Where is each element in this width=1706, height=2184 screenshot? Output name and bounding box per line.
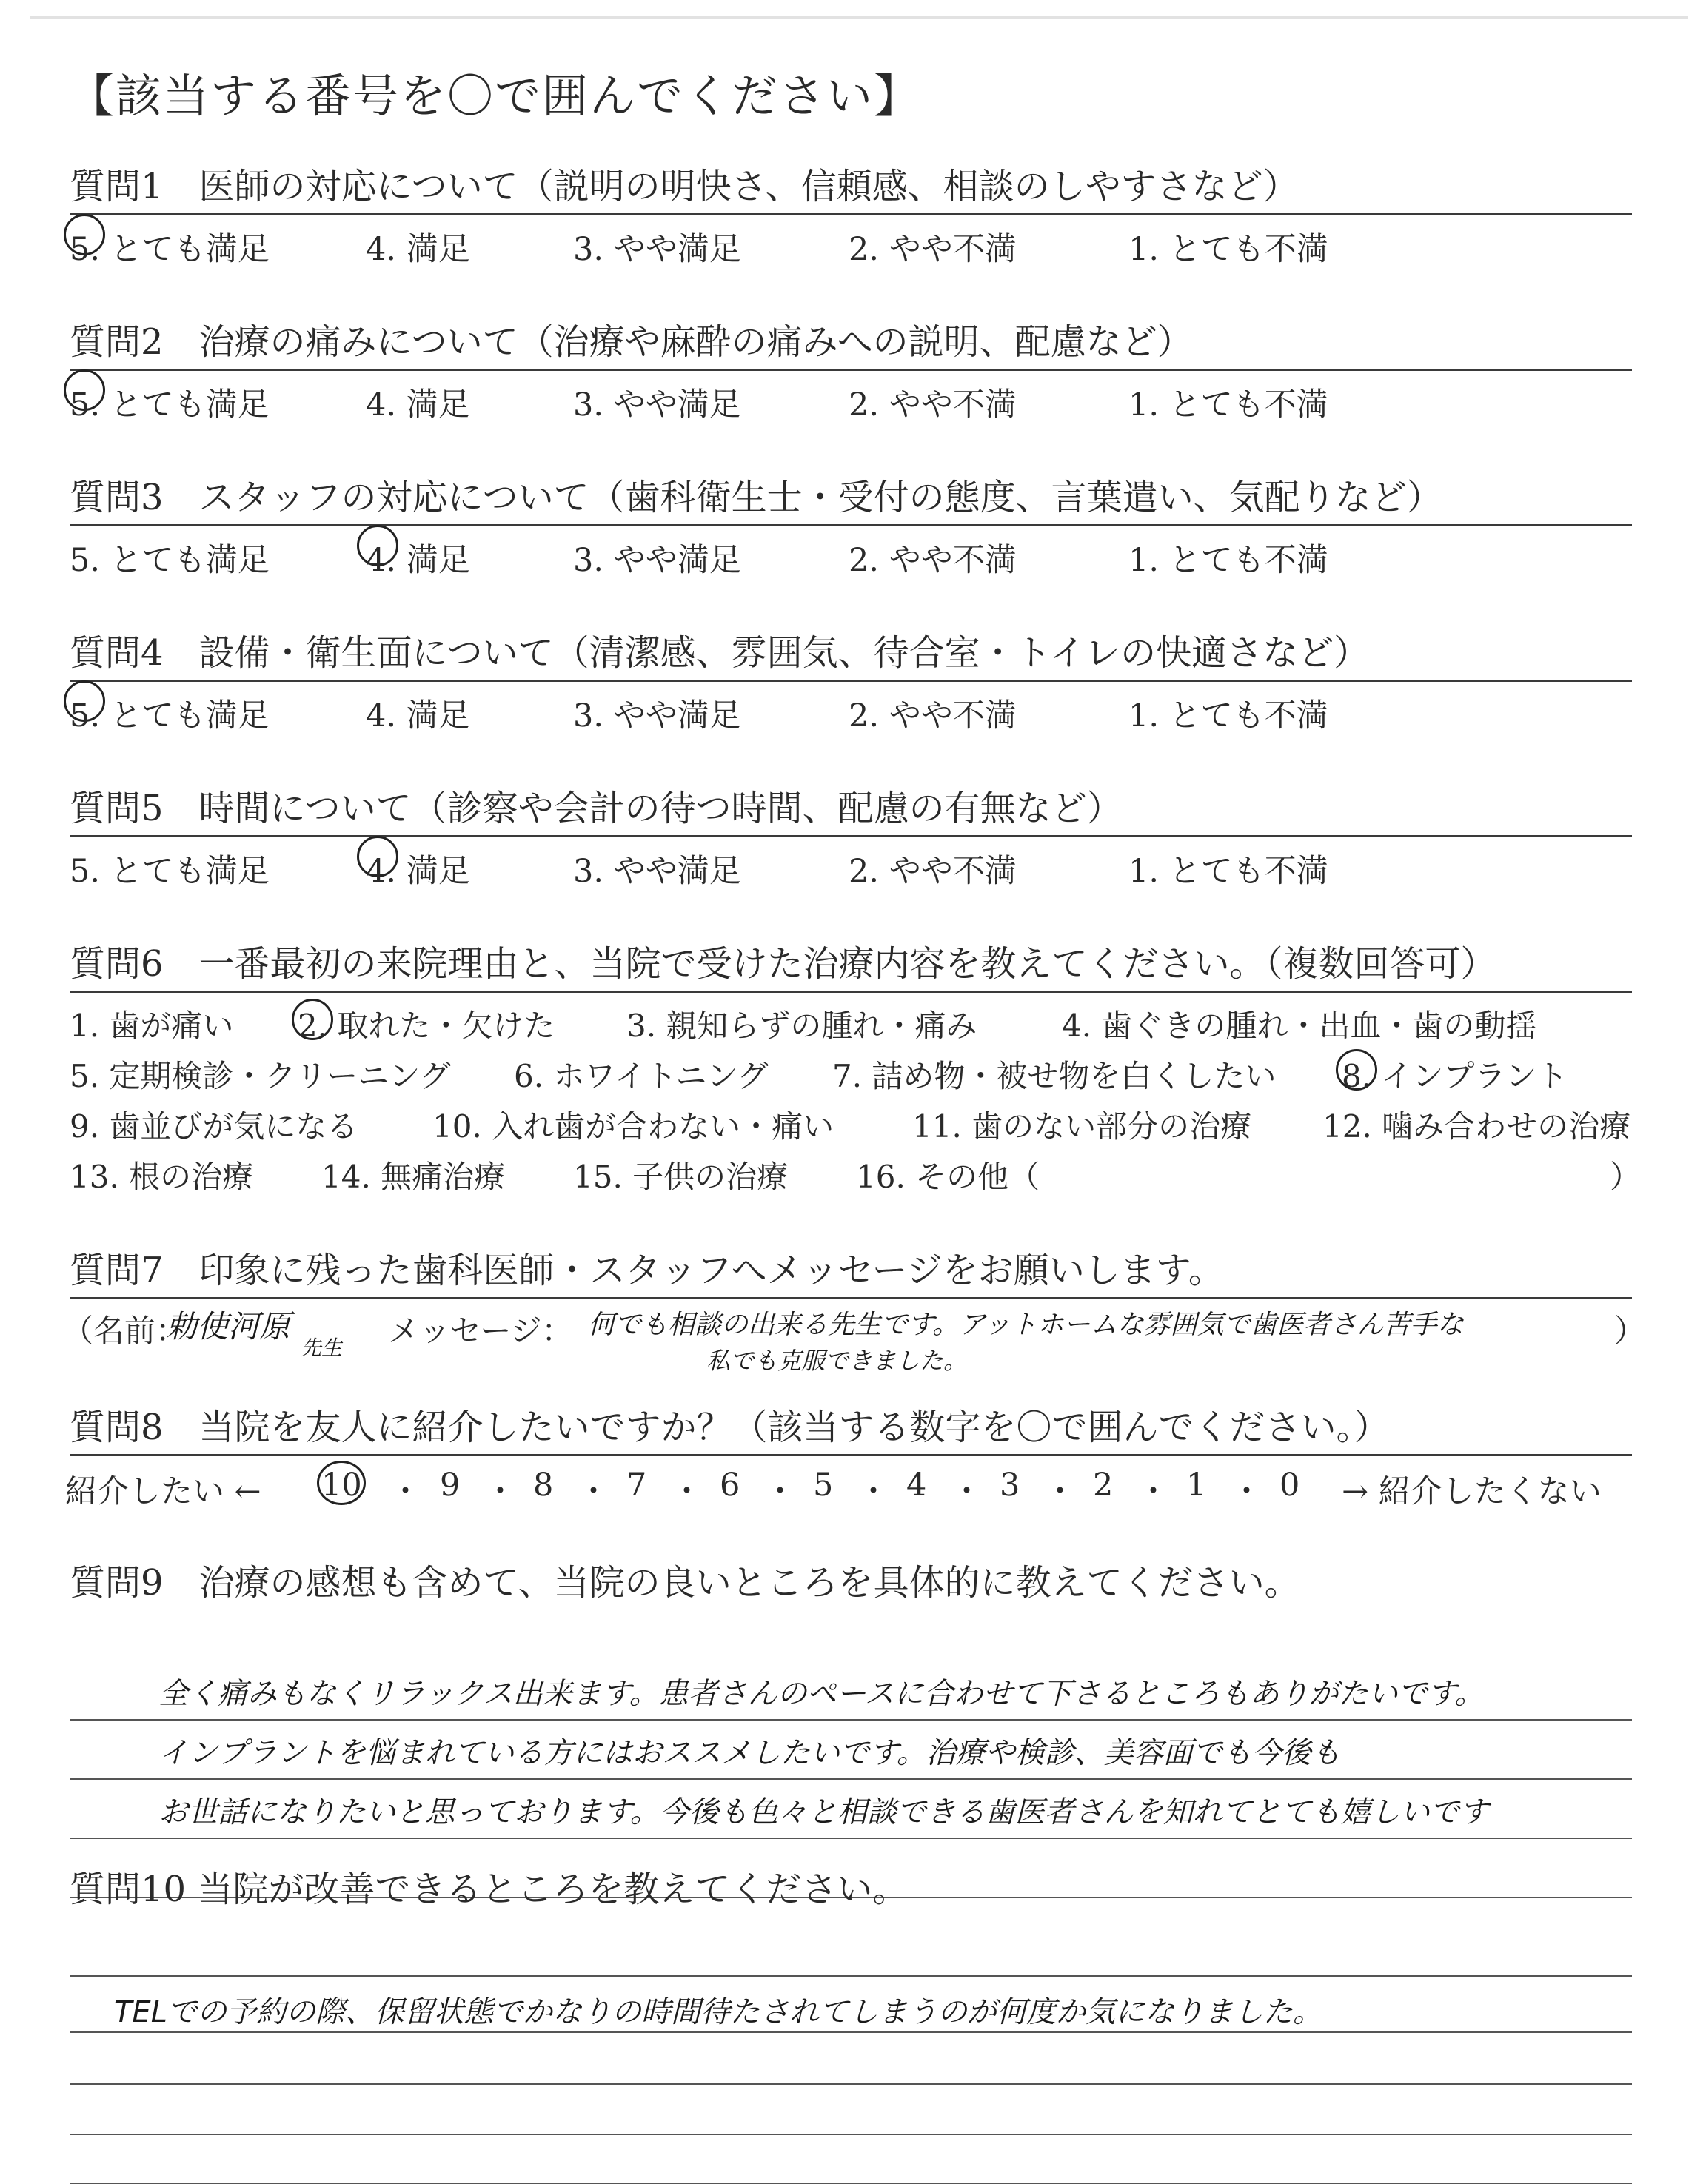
ruled-line xyxy=(70,1778,1632,1780)
option-3[interactable]: 3. やや満足 xyxy=(573,231,741,268)
question-title: 質問9 治療の感想も含めて、当院の良いところを具体的に教えてください。 xyxy=(70,1562,1300,1604)
scale-3[interactable]: 3 xyxy=(1000,1467,1020,1504)
scale-5[interactable]: 5 xyxy=(813,1467,834,1504)
scale-dot: ・ xyxy=(764,1473,796,1510)
option-1[interactable]: 1. とても不満 xyxy=(1128,231,1328,268)
scale-0[interactable]: 0 xyxy=(1280,1467,1300,1504)
rating-options xyxy=(70,529,1632,583)
option-2[interactable]: 2. やや不満 xyxy=(849,386,1017,423)
option-5[interactable]: 5. とても満足 xyxy=(70,853,270,890)
option[interactable]: 9. 歯並びが気になる xyxy=(70,1108,358,1145)
rating-options xyxy=(70,218,1632,272)
scale-dot: ・ xyxy=(1044,1473,1076,1510)
option-3[interactable]: 3. やや満足 xyxy=(573,853,741,890)
option[interactable]: 15. 子供の治療 xyxy=(573,1159,789,1195)
option-4[interactable]: 4. 満足 xyxy=(366,697,470,734)
question-6 xyxy=(70,942,1642,1199)
option[interactable]: 14. 無痛治療 xyxy=(321,1159,506,1195)
option[interactable]: 13. 根の治療 xyxy=(70,1159,254,1195)
rating-options xyxy=(70,685,1632,738)
ruled-line xyxy=(70,2083,1632,2085)
scale-9[interactable]: 9 xyxy=(440,1467,461,1504)
rating-options xyxy=(70,374,1632,427)
option-1[interactable]: 1. とても不満 xyxy=(1128,542,1328,579)
scale-1[interactable]: 1 xyxy=(1186,1467,1207,1504)
option-3[interactable]: 3. やや満足 xyxy=(573,542,741,579)
scale-2[interactable]: 2 xyxy=(1093,1467,1114,1504)
option-2[interactable]: 2. やや不満 xyxy=(849,231,1017,268)
question-7 xyxy=(62,1248,1646,1381)
scale-dot: ・ xyxy=(389,1473,421,1510)
question-title: 質問1 医師の対応について（説明の明快さ、信頼感、相談のしやすさなど） xyxy=(70,164,1632,215)
message-line-1: 何でも相談の出来る先生です。アットホームな雰囲気で歯医者さん苦手な xyxy=(588,1310,1464,1340)
answer-line-2: インプラントを悩まれている方にはおススメしたいです。治療や検診、美容面でも今後も xyxy=(158,1736,1341,1770)
options-row xyxy=(70,997,1632,1048)
question-title: 質問3 スタッフの対応について（歯科衛生士・受付の態度、言葉遣い、気配りなど） xyxy=(70,475,1632,526)
ruled-line xyxy=(70,2134,1632,2135)
scale-dot: ・ xyxy=(951,1473,983,1510)
option[interactable]: 4. 歯ぐきの腫れ・出血・歯の動揺 xyxy=(1062,1008,1537,1044)
option[interactable]: 3. 親知らずの腫れ・痛み xyxy=(626,1008,977,1044)
recommend-scale xyxy=(65,1461,1632,1517)
scale-6[interactable]: 6 xyxy=(720,1467,740,1504)
option-other[interactable]: 16. その他（ xyxy=(856,1159,1040,1195)
question-4 xyxy=(70,631,1632,738)
option[interactable]: 10. 入れ歯が合わない・痛い xyxy=(432,1108,834,1145)
option[interactable]: 11. 歯のない部分の治療 xyxy=(912,1108,1252,1145)
question-title: 質問4 設備・衛生面について（清潔感、雰囲気、待合室・トイレの快適さなど） xyxy=(70,631,1632,682)
message-line-2: 私でも克服できました。 xyxy=(706,1347,968,1375)
ruled-line xyxy=(70,1975,1632,1977)
option-5[interactable]: 5. とても満足 xyxy=(70,386,270,423)
question-title: 質問6 一番最初の来院理由と、当院で受けた治療内容を教えてください。（複数回答可） xyxy=(70,942,1632,993)
ruled-line xyxy=(70,2031,1632,2033)
page-title: 【該当する番号を〇で囲んでください】 xyxy=(68,69,922,123)
scale-left-label: 紹介したい ← xyxy=(65,1473,261,1510)
scale-4[interactable]: 4 xyxy=(906,1467,927,1504)
option[interactable]: 7. 詰め物・被せ物を白くしたい xyxy=(832,1058,1277,1094)
option-4[interactable]: 4. 満足 xyxy=(366,542,470,579)
option-1[interactable]: 1. とても不満 xyxy=(1128,697,1328,734)
name-value: 勅使河原 xyxy=(166,1308,291,1344)
option[interactable]: 12. 噛み合わせの治療 xyxy=(1322,1108,1631,1145)
scale-dot: ・ xyxy=(1137,1473,1169,1510)
answer-line-3: お世話になりたいと思っております。今後も色々と相談できる歯医者さんを知れてとても嬉しいです xyxy=(158,1795,1489,1829)
scale-dot: ・ xyxy=(578,1473,609,1510)
question-8 xyxy=(65,1405,1632,1517)
options-row xyxy=(70,1098,1632,1148)
option[interactable]: 6. ホワイトニング xyxy=(514,1058,769,1094)
option-1[interactable]: 1. とても不満 xyxy=(1128,386,1328,423)
options-row xyxy=(70,1148,1642,1199)
option-1[interactable]: 1. とても不満 xyxy=(1128,853,1328,890)
scale-8[interactable]: 8 xyxy=(533,1467,554,1504)
options-row xyxy=(70,1048,1632,1098)
option-2[interactable]: 2. やや不満 xyxy=(849,697,1017,734)
option-3[interactable]: 3. やや満足 xyxy=(573,697,741,734)
question-title: 質問8 当院を友人に紹介したいですか？（該当する数字を〇で囲んでください。） xyxy=(70,1405,1632,1456)
option-5[interactable]: 5. とても満足 xyxy=(70,542,270,579)
option[interactable]: 2. 取れた・欠けた xyxy=(298,1008,555,1044)
option-3[interactable]: 3. やや満足 xyxy=(573,386,741,423)
answer-line-1: TELでの予約の際、保留状態でかなりの時間待たされてしまうのが何度か気になりました。 xyxy=(114,1995,1322,2029)
message-close-paren: ） xyxy=(1614,1313,1646,1349)
scale-10[interactable]: 10 xyxy=(321,1467,362,1504)
scale-7[interactable]: 7 xyxy=(626,1467,647,1504)
scale-dot: ・ xyxy=(857,1473,889,1510)
question-title: 質問7 印象に残った歯科医師・スタッフへメッセージをお願いします。 xyxy=(70,1248,1632,1299)
question-title: 質問10 当院が改善できるところを教えてください。 xyxy=(70,1869,909,1910)
top-edge-line xyxy=(30,16,1688,19)
other-close-paren: ） xyxy=(1610,1159,1642,1195)
question-10 xyxy=(70,1867,1632,2029)
scale-right-label: → 紹介したくない xyxy=(1342,1473,1602,1510)
question-9 xyxy=(70,1561,1632,1829)
option-4[interactable]: 4. 満足 xyxy=(366,231,470,268)
option[interactable]: 8. インプラント xyxy=(1342,1058,1568,1094)
scale-dot: ・ xyxy=(1231,1473,1262,1510)
scale-dot: ・ xyxy=(671,1473,703,1510)
option-2[interactable]: 2. やや不満 xyxy=(849,853,1017,890)
option-4[interactable]: 4. 満足 xyxy=(366,853,470,890)
reason-options xyxy=(70,997,1642,1199)
option-2[interactable]: 2. やや不満 xyxy=(849,542,1017,579)
message-row xyxy=(62,1299,1646,1381)
option-4[interactable]: 4. 満足 xyxy=(366,386,470,423)
message-label: メッセージ： xyxy=(388,1313,573,1349)
question-title: 質問2 治療の痛みについて（治療や麻酔の痛みへの説明、配慮など） xyxy=(70,320,1632,371)
name-suffix: 先生 xyxy=(301,1336,343,1360)
scale-dot: ・ xyxy=(484,1473,516,1510)
answer-line-1: 全く痛みもなくリラックス出来ます。患者さんのペースに合わせて下さるところもありがたいです。 xyxy=(158,1677,1485,1711)
ruled-line xyxy=(70,1838,1632,1839)
rating-options xyxy=(70,840,1632,894)
option-5[interactable]: 5. とても満足 xyxy=(70,231,270,268)
question-title: 質問5 時間について（診察や会計の待つ時間、配慮の有無など） xyxy=(70,786,1632,837)
option-5[interactable]: 5. とても満足 xyxy=(70,697,270,734)
option[interactable]: 5. 定期検診・クリーニング xyxy=(70,1058,451,1094)
question-5 xyxy=(70,786,1632,894)
name-label: （名前： xyxy=(62,1313,187,1349)
question-2 xyxy=(70,320,1632,427)
ruled-line xyxy=(70,1719,1632,1721)
question-1 xyxy=(70,164,1632,272)
option[interactable]: 1. 歯が痛い xyxy=(70,1008,234,1044)
question-3 xyxy=(70,475,1632,583)
